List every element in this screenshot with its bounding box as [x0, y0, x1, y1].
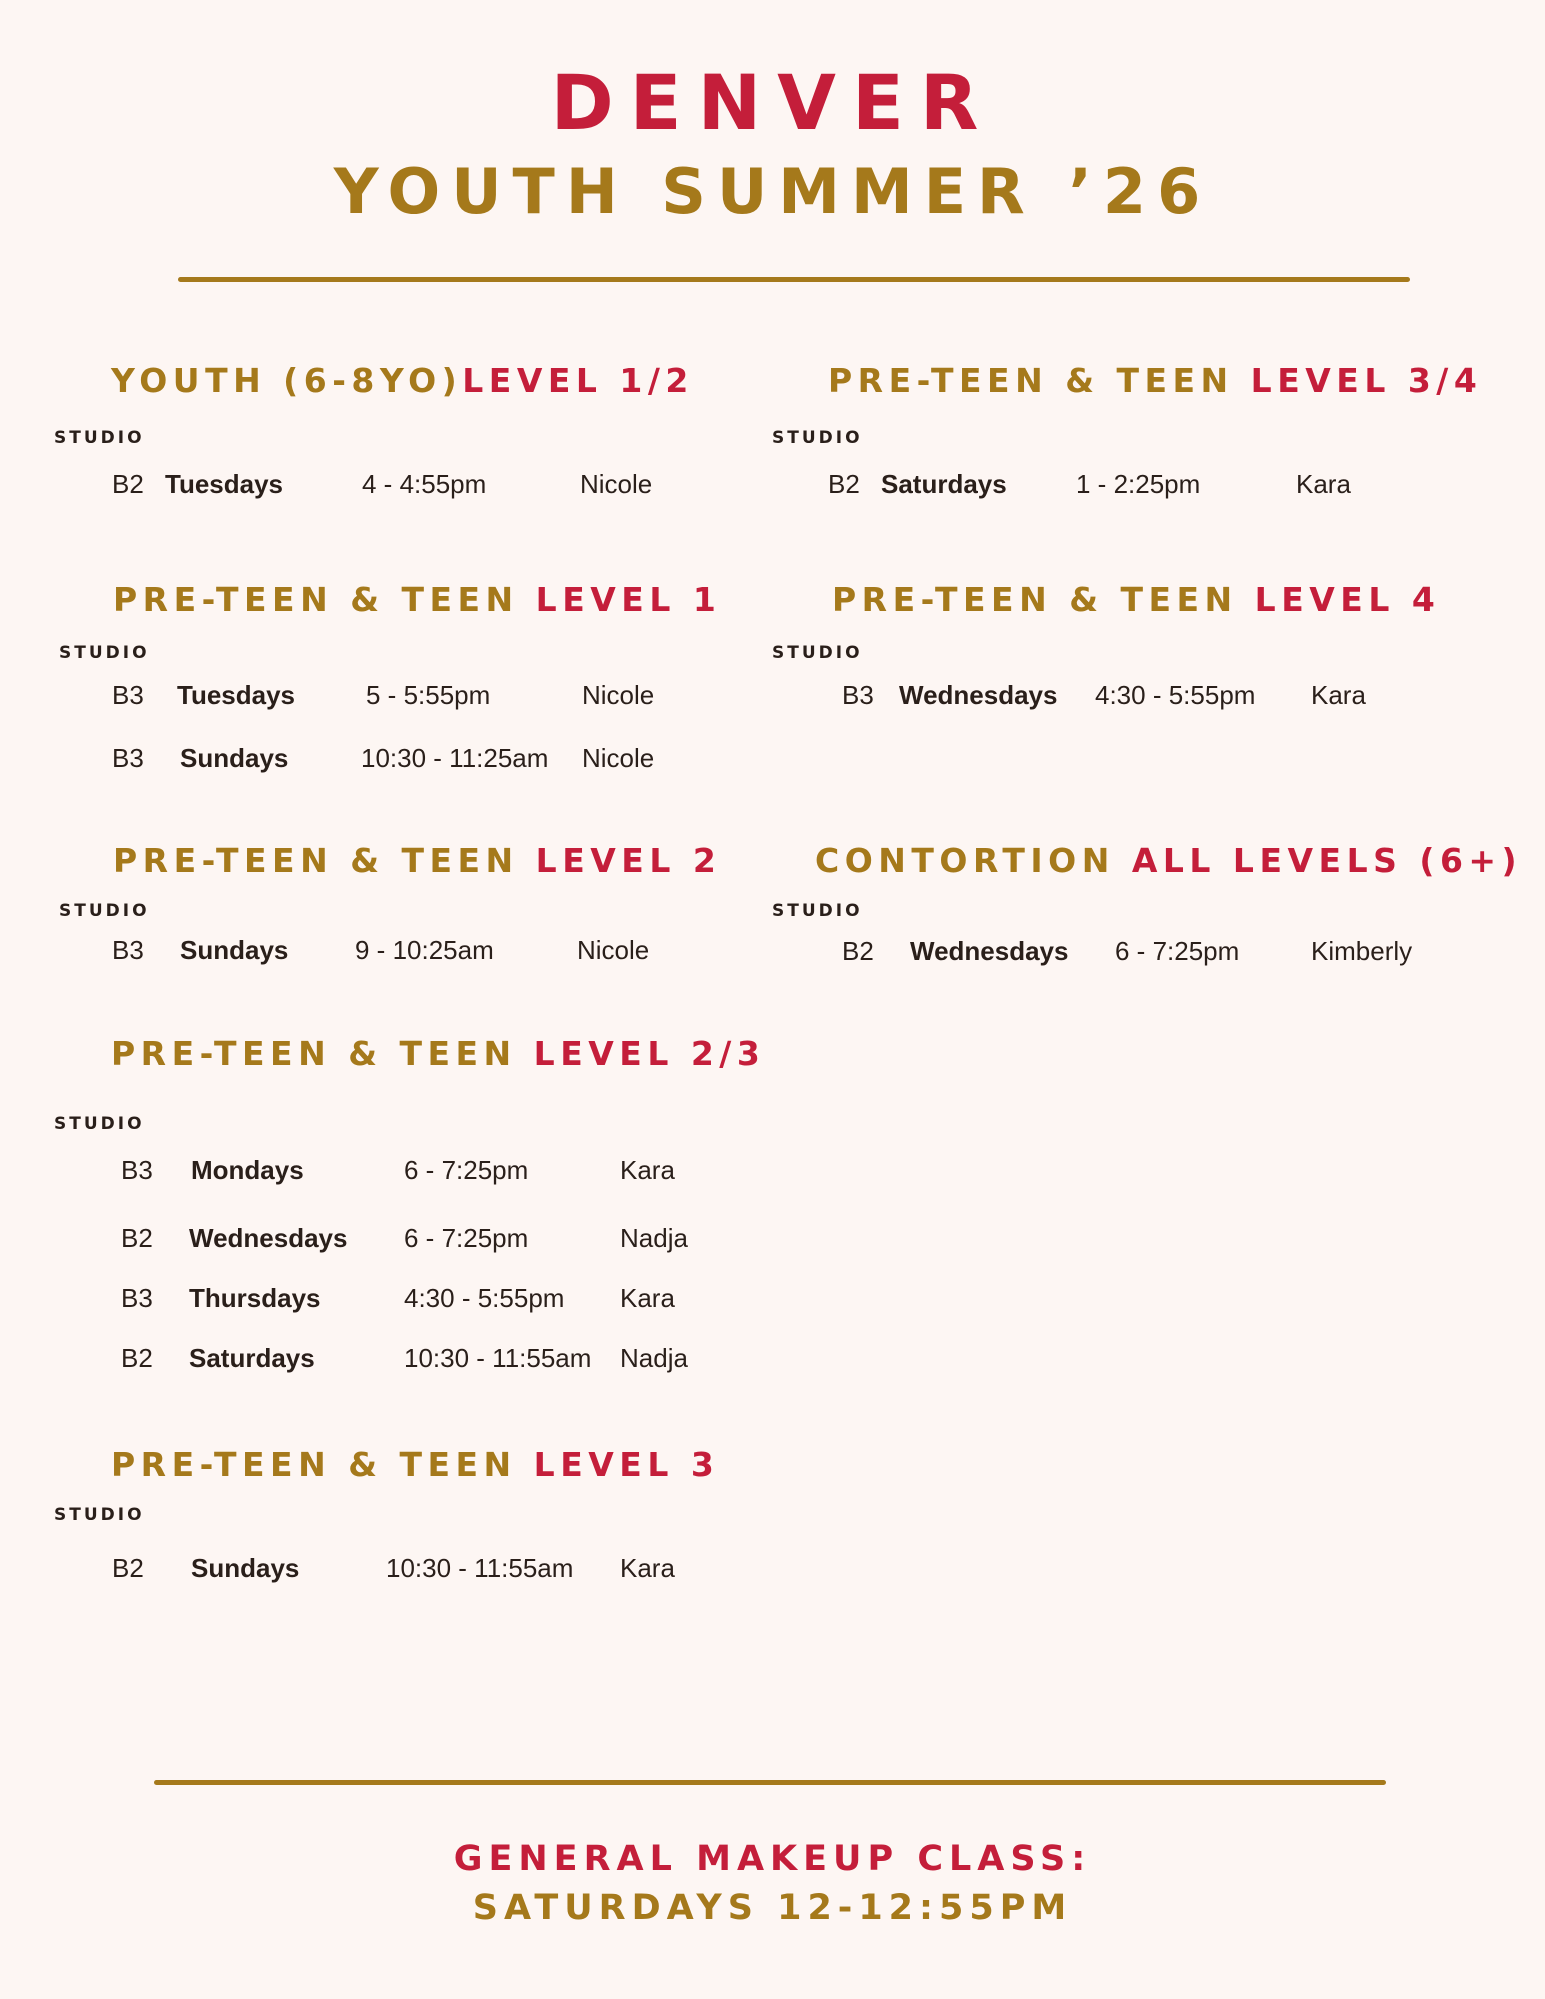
section-title: PRE-TEEN & TEEN LEVEL 2 [113, 841, 722, 880]
studio-code: B2 [121, 1343, 153, 1373]
class-day: Mondays [191, 1155, 304, 1185]
studio-label: STUDIO [772, 428, 863, 448]
instructor: Kara [620, 1283, 675, 1313]
class-time: 10:30 - 11:25am [361, 743, 549, 773]
class-time: 10:30 - 11:55am [386, 1553, 574, 1583]
class-day: Saturdays [189, 1343, 315, 1373]
studio-code: B3 [112, 743, 144, 773]
page-subtitle: YOUTH SUMMER ’26 [333, 155, 1212, 228]
studio-label: STUDIO [54, 1114, 145, 1134]
instructor: Kara [1311, 680, 1366, 710]
studio-code: B2 [842, 936, 874, 966]
instructor: Kara [1296, 469, 1351, 499]
class-day: Sundays [180, 935, 289, 965]
class-time: 10:30 - 11:55am [404, 1343, 592, 1373]
class-time: 9 - 10:25am [355, 935, 494, 965]
class-day: Sundays [191, 1553, 300, 1583]
studio-code: B3 [842, 680, 874, 710]
section-title: YOUTH (6-8YO)LEVEL 1/2 [111, 361, 694, 400]
class-day: Tuesdays [165, 469, 284, 499]
class-day: Thursdays [189, 1283, 321, 1313]
studio-label: STUDIO [59, 901, 150, 921]
studio-code: B3 [112, 935, 144, 965]
footer-makeup-time: SATURDAYS 12-12:55PM [472, 1888, 1073, 1928]
bottom-divider [154, 1780, 1386, 1785]
class-time: 6 - 7:25pm [1115, 936, 1240, 966]
instructor: Nicole [582, 743, 655, 773]
studio-code: B2 [121, 1223, 153, 1253]
class-time: 1 - 2:25pm [1076, 469, 1201, 499]
studio-code: B2 [112, 1553, 144, 1583]
instructor: Kara [620, 1155, 675, 1185]
instructor: Nicole [580, 469, 653, 499]
instructor: Nadja [620, 1343, 688, 1373]
top-divider [178, 277, 1410, 282]
footer-makeup-title: GENERAL MAKEUP CLASS: [453, 1839, 1092, 1879]
class-day: Saturdays [881, 469, 1007, 499]
studio-code: B2 [112, 469, 144, 499]
class-time: 4 - 4:55pm [362, 469, 487, 499]
section-title: PRE-TEEN & TEEN LEVEL 3/4 [828, 361, 1483, 400]
section-title: PRE-TEEN & TEEN LEVEL 1 [113, 580, 722, 619]
class-day: Wednesdays [189, 1223, 348, 1253]
class-time: 4:30 - 5:55pm [404, 1283, 565, 1313]
studio-label: STUDIO [772, 643, 863, 663]
studio-code: B3 [112, 680, 144, 710]
studio-code: B3 [121, 1283, 153, 1313]
class-time: 4:30 - 5:55pm [1095, 680, 1256, 710]
class-time: 6 - 7:25pm [404, 1223, 529, 1253]
instructor: Kara [620, 1553, 675, 1583]
instructor: Kimberly [1311, 936, 1413, 966]
section-title: PRE-TEEN & TEEN LEVEL 2/3 [111, 1034, 766, 1073]
class-time: 6 - 7:25pm [404, 1155, 529, 1185]
class-day: Wednesdays [910, 936, 1069, 966]
section-title: PRE-TEEN & TEEN LEVEL 3 [111, 1445, 720, 1484]
studio-label: STUDIO [54, 428, 145, 448]
class-day: Sundays [180, 743, 289, 773]
studio-code: B3 [121, 1155, 153, 1185]
studio-label: STUDIO [54, 1505, 145, 1525]
section-title: CONTORTION ALL LEVELS (6+) [815, 841, 1523, 880]
studio-label: STUDIO [772, 901, 863, 921]
studio-code: B2 [828, 469, 860, 499]
studio-label: STUDIO [59, 643, 150, 663]
class-time: 5 - 5:55pm [366, 680, 491, 710]
section-title: PRE-TEEN & TEEN LEVEL 4 [832, 580, 1441, 619]
class-day: Tuesdays [177, 680, 296, 710]
page-title: DENVER [550, 58, 995, 147]
class-day: Wednesdays [899, 680, 1058, 710]
instructor: Nicole [582, 680, 655, 710]
instructor: Nicole [577, 935, 650, 965]
instructor: Nadja [620, 1223, 688, 1253]
